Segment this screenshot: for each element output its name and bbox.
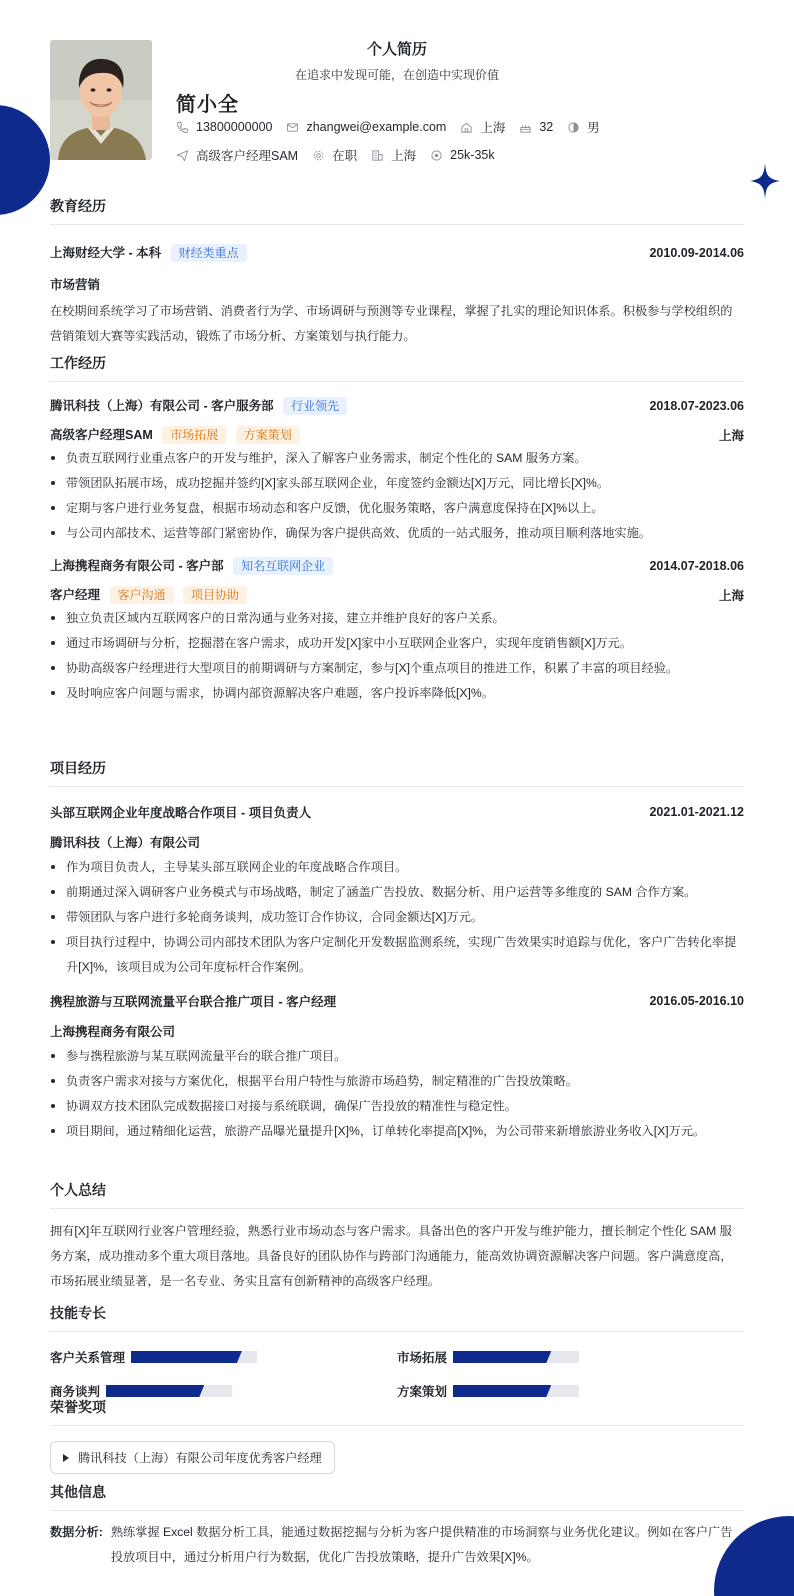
job-entry: [50, 556, 744, 706]
project-company: 上海携程商务有限公司: [50, 1025, 176, 1039]
send-icon: [176, 149, 189, 162]
list-item: 及时响应客户问题与需求，协调内部资源解决客户难题，客户投诉率降低[X]%。: [50, 681, 744, 706]
skill-bar: [453, 1351, 579, 1363]
phone-icon: [176, 121, 189, 134]
project-name: 携程旅游与互联网流量平台联合推广项目 - 客户经理: [50, 995, 337, 1009]
email-item: [286, 120, 446, 134]
email-value: zhangwei@example.com: [306, 120, 447, 134]
job-location: 上海: [718, 428, 744, 443]
position-item: [176, 146, 298, 164]
skill-name: 商务谈判: [50, 1385, 101, 1399]
awards-list: [50, 1441, 744, 1474]
project-period: 2016.05-2016.10: [649, 994, 744, 1008]
education-description: 在校期间系统学习了市场营销、消费者行为学、市场调研与预测等专业课程，掌握了扎实的理论知识体系。积极参与学校组织的营销策划大赛等实践活动，锻炼了市场分析、方案策划与执行能力。: [50, 304, 733, 343]
building-icon: [371, 149, 384, 162]
age-item: [519, 120, 553, 134]
project-header: [50, 992, 744, 1010]
company-line: [50, 396, 347, 415]
role-line: [50, 425, 300, 444]
major: 市场营销: [50, 278, 101, 292]
job-bullets: [50, 606, 744, 706]
company-tag: 行业领先: [283, 397, 347, 415]
skill-bar: [131, 1351, 257, 1363]
age-value: 32: [539, 120, 554, 134]
gender-icon: [567, 121, 580, 134]
skill-name: 方案策划: [397, 1385, 448, 1399]
other-text: 熟练掌握 Excel 数据分析工具，能通过数据挖掘与分析为客户提供精准的市场洞察与业务优化建议。例如在客户广告投放项目中，通过分析用户行为数据，优化广告投放策略，提升广告效果[X]%。: [110, 1525, 733, 1564]
caret-right-icon: [63, 1454, 69, 1462]
list-item: 作为项目负责人，主导某头部互联网企业的年度战略合作项目。: [50, 855, 744, 880]
section-title: 其他信息: [50, 1482, 744, 1511]
phone-value: 13800000000: [196, 120, 273, 134]
company-name: 腾讯科技（上海）有限公司 - 客户服务部: [50, 399, 274, 413]
list-item: 协助高级客户经理进行大型项目的前期调研与方案制定，参与[X]个重点项目的推进工作，积累了丰富的项目经验。: [50, 656, 744, 681]
education-header: [50, 243, 744, 262]
projects-section: [50, 758, 744, 1144]
job-entry: [50, 396, 744, 546]
list-item: 协调双方技术团队完成数据接口对接与系统联调，确保广告投放的精准性与稳定性。: [50, 1094, 744, 1119]
skill-fill: [453, 1385, 551, 1397]
gender-item: [567, 118, 600, 136]
section-title: 荣誉奖项: [50, 1397, 744, 1426]
skill-bar: [453, 1385, 579, 1397]
project-entry: [50, 992, 744, 1144]
other-section: [50, 1482, 744, 1570]
skill-fill: [106, 1385, 204, 1397]
role-tag: 市场拓展: [162, 426, 226, 444]
section-title: 个人总结: [50, 1180, 744, 1209]
section-title: 工作经历: [50, 353, 744, 382]
company-line: [50, 556, 333, 575]
education-period: 2010.09-2014.06: [649, 245, 744, 260]
job-intent-row: [176, 146, 509, 164]
city-value: 上海: [480, 121, 506, 135]
project-period: 2021.01-2021.12: [649, 805, 744, 819]
company-tag: 知名互联网企业: [233, 557, 333, 575]
role-line: [50, 585, 247, 604]
project-company: 腾讯科技（上海）有限公司: [50, 836, 201, 850]
job-location: 上海: [718, 588, 744, 603]
skill-bar: [106, 1385, 232, 1397]
list-item: 项目期间，通过精细化运营，旅游产品曝光量提升[X]%，订单转化率提高[X]%，为公司带来新增旅游业务收入[X]万元。: [50, 1119, 744, 1144]
sparkle-icon: [750, 163, 780, 199]
section-title: 教育经历: [50, 196, 744, 225]
project-name: 头部互联网企业年度战略合作项目 - 项目负责人: [50, 806, 312, 820]
skills-grid: [50, 1332, 744, 1402]
awards-section: [50, 1397, 744, 1474]
summary-section: [50, 1180, 744, 1294]
company-name: 上海携程商务有限公司 - 客户部: [50, 559, 224, 573]
position-value: 高级客户经理SAM: [196, 149, 299, 163]
list-item: 定期与客户进行业务复盘，根据市场动态和客户反馈，优化服务策略，客户满意度保持在[X]%以上。: [50, 496, 744, 521]
gear-icon: [312, 149, 325, 162]
summary-text: 拥有[X]年互联网行业客户管理经验，熟悉行业市场动态与客户需求。具备出色的客户开发与维护能力，擅长制定个性化 SAM 服务方案，成功推动多个重大项目落地。具备良好的团队协作与跨部门沟通能力，能高效协调资源解决客户问题。客户满意度高，市场拓展业绩显著，是一名专业、务实且富有创新精神的高级客户经理。: [50, 1224, 733, 1288]
project-entry: [50, 803, 744, 980]
school-name: 上海财经大学 - 本科: [50, 246, 162, 260]
list-item: 负责互联网行业重点客户的开发与维护，深入了解客户业务需求，制定个性化的 SAM 服务方案。: [50, 446, 744, 471]
education-section: [50, 196, 744, 349]
cake-icon: [519, 121, 532, 134]
page-title: 个人简历: [366, 41, 427, 58]
list-item: 项目执行过程中，协调公司内部技术团队为客户定制化开发数据监测系统，实现广告效果实时追踪与优化，客户广告转化率提升[X]%，该项目成为公司年度标杆合作案例。: [50, 930, 744, 980]
skill-item: [397, 1348, 579, 1366]
role-tag: 客户沟通: [110, 586, 174, 604]
home-icon: [460, 121, 473, 134]
salary-value: 25k-35k: [450, 148, 495, 162]
gender-value: 男: [587, 121, 600, 135]
award-label: 腾讯科技（上海）有限公司年度优秀客户经理: [78, 1451, 322, 1465]
role-row: [50, 425, 744, 444]
job-bullets: [50, 446, 744, 546]
role-row: [50, 585, 744, 604]
expected-city-value: 上海: [391, 149, 417, 163]
project-header: [50, 803, 744, 821]
list-item: 前期通过深入调研客户业务模式与市场战略，制定了涵盖广告投放、数据分析、用户运营等多维度的 SAM 合作方案。: [50, 880, 744, 905]
coin-icon: [430, 149, 443, 162]
job-period: 2014.07-2018.06: [649, 558, 744, 573]
job-period: 2018.07-2023.06: [649, 398, 744, 413]
role-tag: 项目协助: [183, 586, 247, 604]
skill-item: [50, 1348, 257, 1366]
salary-item: [430, 148, 494, 162]
skill-fill: [131, 1351, 242, 1363]
skill-fill: [453, 1351, 551, 1363]
status-item: [312, 146, 357, 164]
job-header: [50, 556, 744, 575]
school-line: [50, 243, 247, 262]
expected-city-item: [371, 146, 416, 164]
contact-row: [176, 118, 614, 136]
list-item: 通过市场调研与分析，挖掘潜在客户需求，成功开发[X]家中小互联网企业客户，实现年度销售额[X]万元。: [50, 631, 744, 656]
list-item: 独立负责区域内互联网客户的日常沟通与业务对接，建立并维护良好的客户关系。: [50, 606, 744, 631]
award-item[interactable]: [50, 1441, 335, 1474]
other-item: [50, 1520, 744, 1570]
role-name: 高级客户经理SAM: [50, 428, 153, 442]
candidate-name: 简小全: [176, 94, 239, 116]
motto: 在追求中发现可能，在创造中实现价值: [294, 68, 499, 82]
school-tag: 财经类重点: [171, 244, 247, 262]
skills-section: [50, 1303, 744, 1402]
decorative-circle-left: [0, 105, 50, 215]
project-bullets: [50, 1044, 744, 1144]
phone-item: [176, 120, 272, 134]
list-item: 与公司内部技术、运营等部门紧密协作，确保为客户提供高效、优质的一站式服务，推动项目顺利落地实施。: [50, 521, 744, 546]
section-title: 项目经历: [50, 758, 744, 787]
section-title: 技能专长: [50, 1303, 744, 1332]
skill-name: 客户关系管理: [50, 1351, 126, 1365]
list-item: 带领团队拓展市场，成功挖掘并签约[X]家头部互联网企业，年度签约金额达[X]万元，同比增长[X]%。: [50, 471, 744, 496]
list-item: 带领团队与客户进行多轮商务谈判，成功签订合作协议，合同金额达[X]万元。: [50, 905, 744, 930]
list-item: 负责客户需求对接与方案优化，根据平台用户特性与旅游市场趋势，制定精准的广告投放策略。: [50, 1069, 744, 1094]
role-tag: 方案策划: [236, 426, 300, 444]
work-section: [50, 353, 744, 706]
email-icon: [286, 121, 299, 134]
project-bullets: [50, 855, 744, 980]
city-item: [460, 118, 505, 136]
job-header: [50, 396, 744, 415]
skill-name: 市场拓展: [397, 1351, 448, 1365]
list-item: 参与携程旅游与某互联网流量平台的联合推广项目。: [50, 1044, 744, 1069]
other-label: 数据分析:: [50, 1525, 103, 1539]
role-name: 客户经理: [50, 588, 101, 602]
status-value: 在职: [332, 149, 358, 163]
